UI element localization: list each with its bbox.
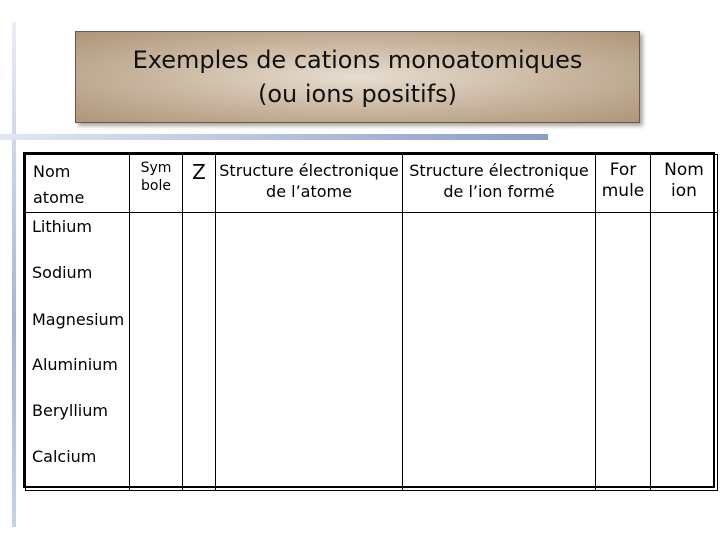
header-formule-l1: For — [609, 160, 637, 180]
list-item: Aluminium — [32, 355, 118, 374]
header-structure-ion-l1: Structure électronique — [409, 161, 589, 180]
cations-grid — [25, 154, 718, 491]
header-formule — [596, 155, 651, 213]
header-nom-atome-l2: atome — [33, 188, 85, 207]
structure-ion-cell[interactable] — [403, 213, 596, 491]
nom-ion-cell[interactable] — [651, 213, 718, 491]
header-formule-l2: mule — [601, 181, 645, 201]
list-item: Lithium — [32, 217, 92, 236]
header-z: Z — [183, 155, 216, 213]
list-item: Beryllium — [32, 401, 108, 420]
slide-title-box — [75, 31, 640, 123]
header-structure-ion-l2: de l’ion formé — [443, 182, 555, 201]
horizontal-divider — [0, 134, 548, 140]
header-row — [26, 155, 718, 213]
header-nom-atome — [26, 155, 130, 213]
list-item: Sodium — [32, 263, 93, 282]
header-nom-atome-l1: Nom — [33, 162, 71, 181]
header-structure-ion — [403, 155, 596, 213]
structure-atome-cell[interactable] — [216, 213, 403, 491]
formule-cell[interactable] — [596, 213, 651, 491]
body-row — [26, 213, 718, 491]
list-item: Calcium — [32, 447, 97, 466]
header-symbole-l2: bole — [141, 178, 171, 194]
element-name-column — [26, 213, 130, 491]
header-symbole-l1: Sym — [140, 160, 172, 176]
header-structure-atome-l2: de l’atome — [266, 182, 352, 201]
z-cell[interactable] — [183, 213, 216, 491]
slide-title-line2: (ou ions positifs) — [257, 80, 458, 108]
header-nom-ion-l2: ion — [671, 181, 697, 201]
list-item: Magnesium — [32, 310, 125, 329]
cations-table — [23, 152, 715, 488]
header-symbole — [130, 155, 183, 213]
symbole-cell[interactable] — [130, 213, 183, 491]
left-decorative-bar — [12, 22, 16, 527]
header-structure-atome-l1: Structure électronique — [219, 161, 399, 180]
header-nom-ion — [651, 155, 718, 213]
header-structure-atome — [216, 155, 403, 213]
slide-title-line1: Exemples de cations monoatomiques — [132, 46, 583, 74]
header-nom-ion-l1: Nom — [664, 160, 704, 180]
